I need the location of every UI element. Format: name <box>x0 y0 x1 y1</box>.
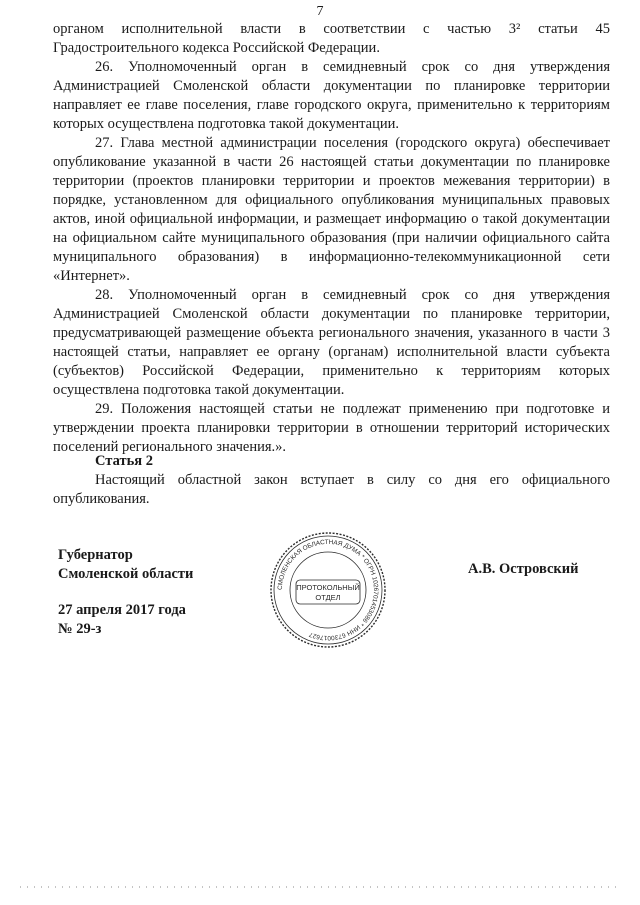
seal-center-line1: ПРОТОКОЛЬНЫЙ <box>296 583 360 592</box>
signing-date-block <box>58 601 186 639</box>
paragraph-continuation: органом исполнительной власти в соответствии с частью 3² статьи 45 Градостроительного кодекса Российской Федерации. <box>53 21 610 56</box>
seal-ring-textpath: СМОЛЕНСКАЯ ОБЛАСТНАЯ ДУМА * ОГРН 1026701453086 * ИНН 6730017627 <box>276 538 380 642</box>
article-2 <box>53 452 610 509</box>
scan-artifact-dots <box>20 884 620 890</box>
signatory-name: А.В. Островский <box>468 561 579 577</box>
law-number: № 29-з <box>58 621 102 637</box>
paragraph-26: 26. Уполномоченный орган в семидневный срок со дня утверждения Администрацией Смоленской области документации по планировке территории направляет ее главе поселения, главе городского округа, применительно к территориям которых осуществлена подготовка такой документации. <box>53 59 610 132</box>
signatory-title-line2: Смоленской области <box>58 566 194 582</box>
paragraph-29: 29. Положения настоящей статьи не подлежат применению при подготовке и утверждении проекта планировки территории в отношении территорий исторических поселений регионального значения.». <box>53 401 610 455</box>
signatory-title-line1: Губернатор <box>58 547 133 563</box>
official-seal <box>268 530 388 650</box>
document-body <box>53 20 610 457</box>
signing-date: 27 апреля 2017 года <box>58 602 186 618</box>
page-number: 7 <box>316 4 324 19</box>
signatory-title <box>58 546 193 584</box>
seal-center-line2: ОТДЕЛ <box>315 593 341 602</box>
article-2-heading: Статья 2 <box>95 453 153 469</box>
article-2-text: Настоящий областной закон вступает в силу со дня его официального опубликования. <box>53 472 610 507</box>
paragraph-28: 28. Уполномоченный орган в семидневный срок со дня утверждения Администрацией Смоленской области документации по планировке территории, предусматривающей размещение объекта регионального значения, указанного в части 3 настоящей статьи, направляет ее органу (органам) исполнительной власти субъекта (субъектов) Российской Федерации, применительно к территориям которых осуществлена подготовка такой документации. <box>53 287 610 398</box>
paragraph-27: 27. Глава местной администрации поселения (городского округа) обеспечивает опубликование указанной в части 26 настоящей статьи документации по планировке территории (проектов планировки территории и проектов межевания территории) в порядке, установленном для официального опубликования муниципальных правовых актов, иной официальной информации, и размещает информацию о такой документации на официальном сайте муниципального образования (при наличии официального сайта муниципального образования) в информационно-телекоммуникационной сети «Интернет». <box>53 135 610 284</box>
